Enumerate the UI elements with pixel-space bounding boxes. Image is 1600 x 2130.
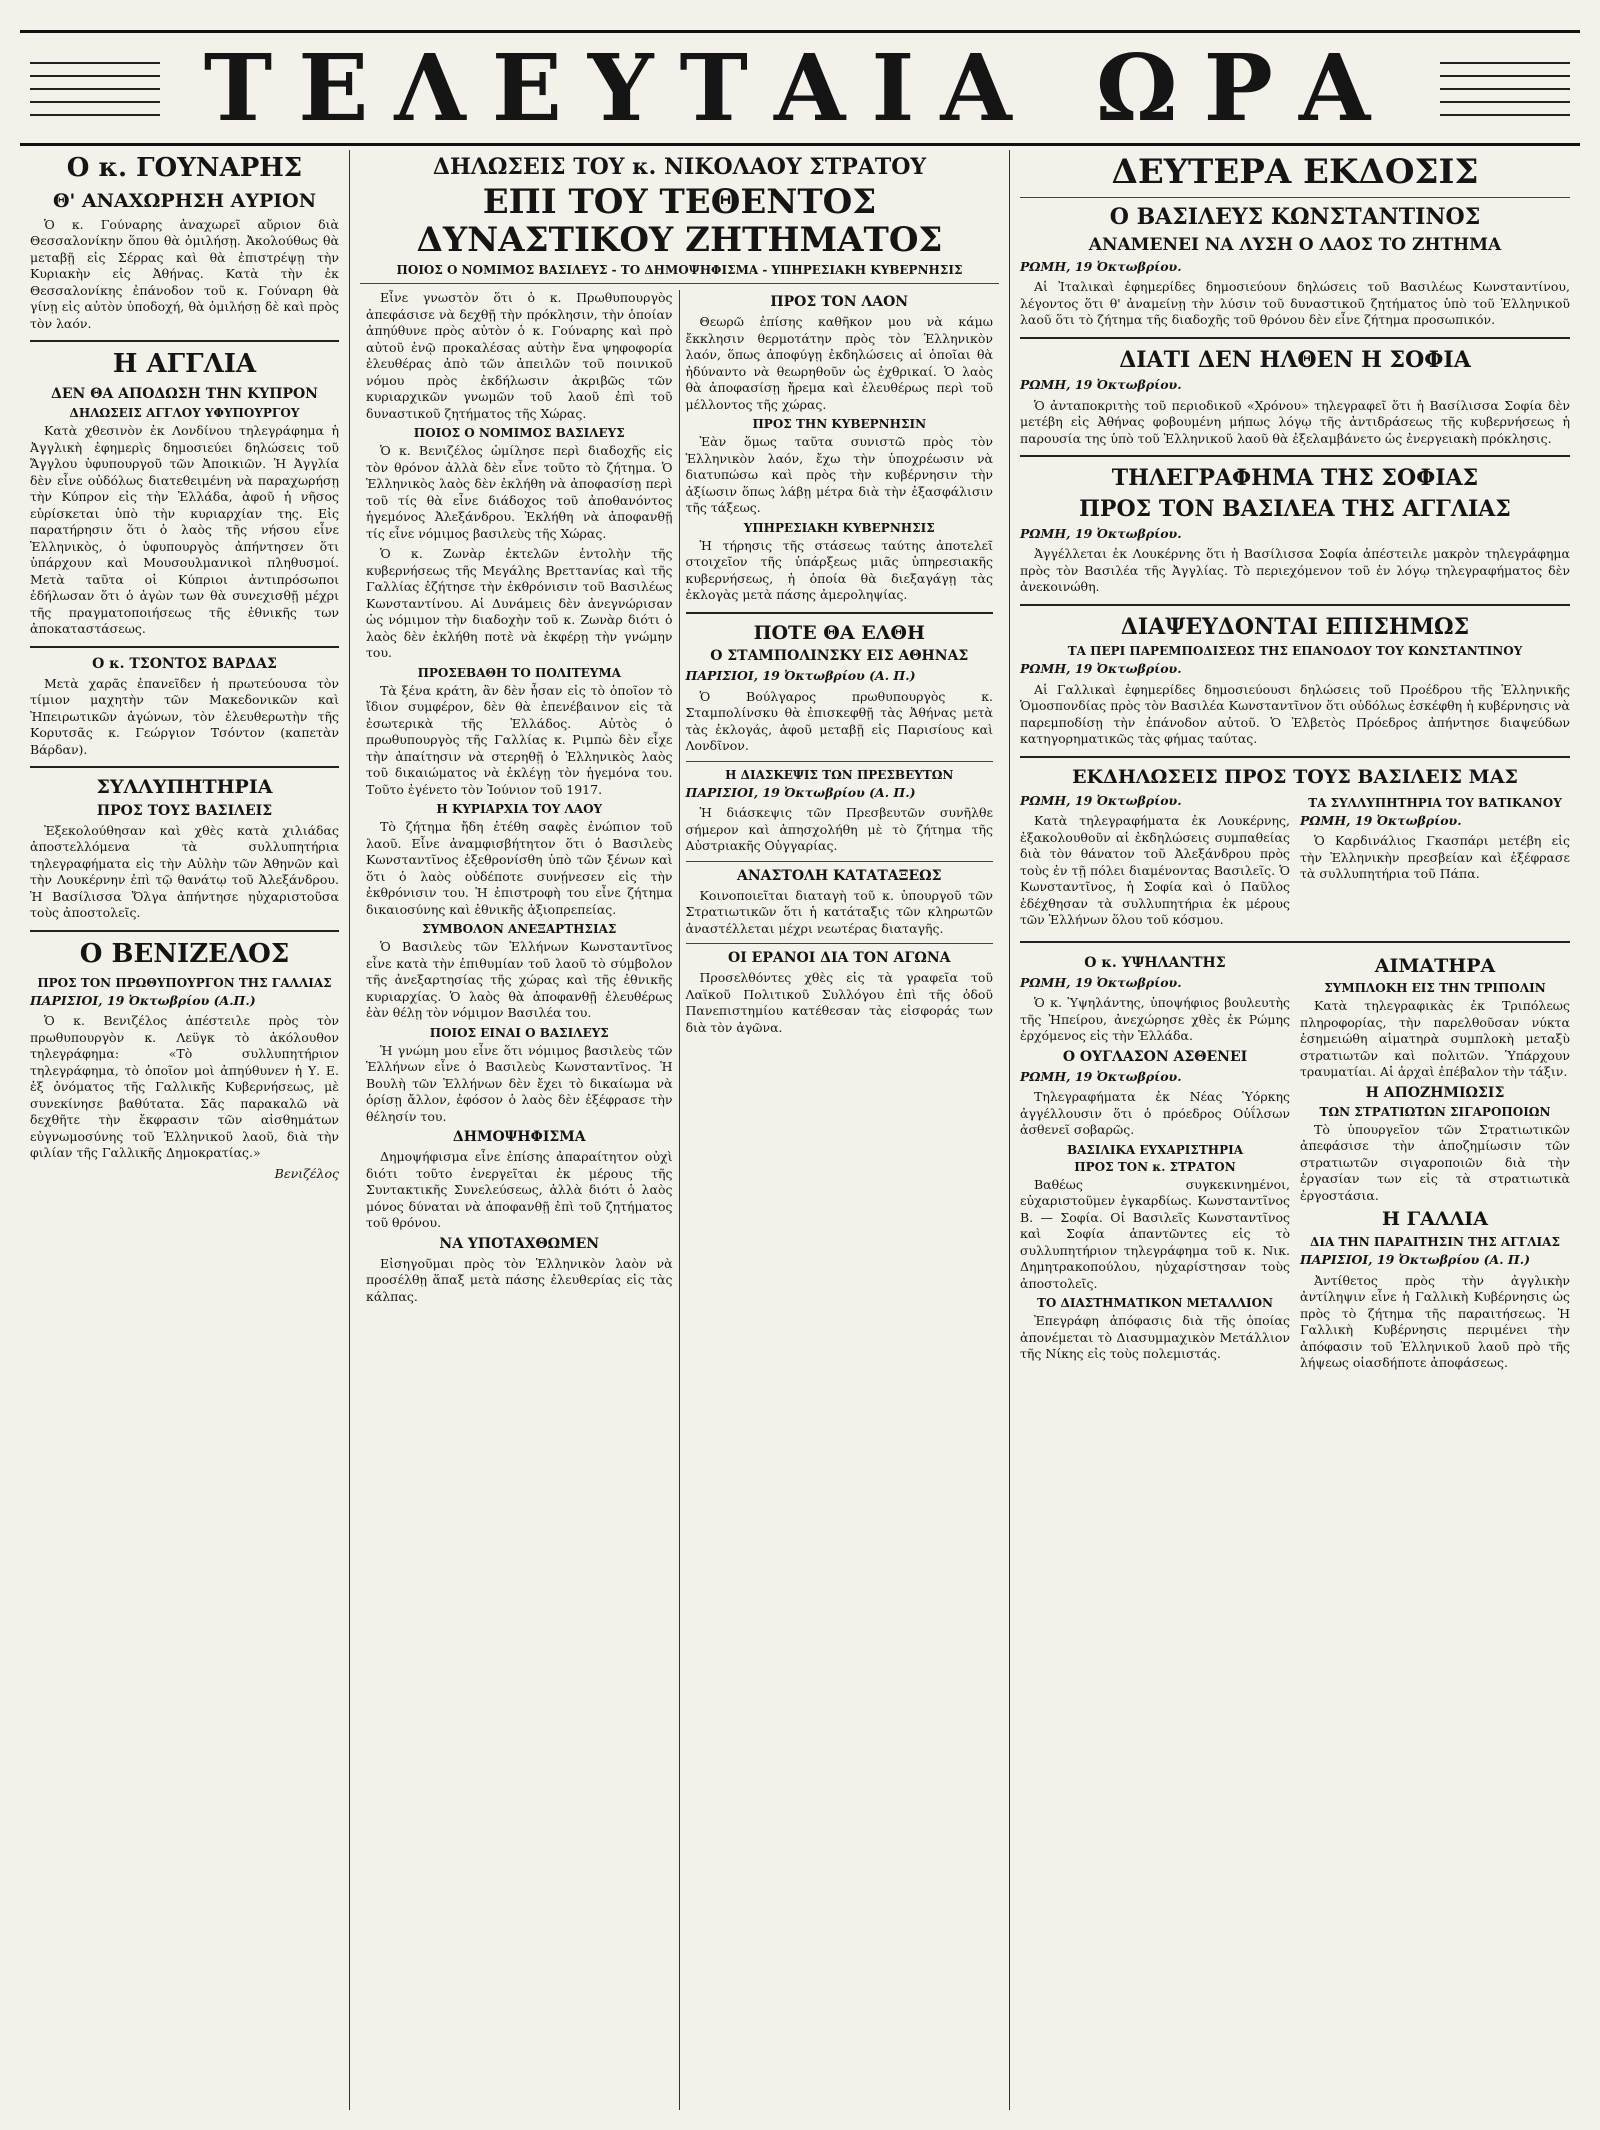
article-text: Ἐὰν ὅμως ταῦτα συνιστῶ πρὸς τὸν Ἑλληνικὸν λαόν, ἔχω τὴν ὑποχρέωσιν νὰ διατυπώσω καὶ πρὸς τὴν κυβέρνησιν τὴν ἀξίωσιν ὅπως λάβῃ μέτρα διὰ τὴν ἐξασφάλισιν τῆς τάξεως. [685,434,993,516]
divider [1020,756,1570,758]
divider [1020,455,1570,457]
article-text: Ἡ διάσκεψις τῶν Πρεσβευτῶν συνῆλθε σήμερον καὶ ἀπησχολήθη μὲ τὸ ζήτημα τῆς Αὐστριακῆς Οὑγγαρίας. [685,805,993,854]
article-text: Τὸ ὑπουργεῖον τῶν Στρατιωτικῶν ἀπεφάσισε τὴν ἀποζημίωσιν τῶν στρατιωτῶν σιγαροποιῶν διὰ τὴν ἐργασίαν των εἰς τὰ στρατιωτικὰ ἐργοστάσια. [1300,1121,1570,1203]
divider [30,646,339,648]
headline: Η ΓΑΛΛΙΑ [1382,1208,1488,1231]
subheadline: ΑΝΑΜΕΝΕΙ ΝΑ ΛΥΣΗ Ο ΛΑΟΣ ΤΟ ΖΗΤΗΜΑ [1088,234,1502,255]
kicker: ΔΗΛΩΣΕΙΣ ΤΟΥ κ. ΝΙΚΟΛΑΟΥ ΣΤΡΑΤΟΥ [432,154,927,180]
article-text: Ὁ Καρδινάλιος Γκασπάρι μετέβη εἰς τὴν Ἑλληνικὴν πρεσβείαν καὶ ἐξέφρασε τὰ συλλυπητήρια τοῦ Πάπα. [1300,833,1570,882]
column-left [20,150,350,2110]
article-text: Ἡ γνώμη μου εἶνε ὅτι νόμιμος βασιλεὺς τῶν Ἑλλήνων εἶνε ὁ Βασιλεὺς Κωνσταντῖνος. Ἡ Βουλὴ τῶν Ἑλλήνων δὲν ἔχει τὸ δικαίωμα νὰ ὁρίσῃ ἄλλον, ἐφόσον ὁ λαὸς δὲν ἐξέφρασε τὴν θέλησίν του. [366,1042,673,1124]
headline: ΤΗΛΕΓΡΑΦΗΜΑ ΤΗΣ ΣΟΦΙΑΣ [1111,465,1479,492]
headline: ΑΝΑΣΤΟΛΗ ΚΑΤΑΤΑΞΕΩΣ [737,867,942,884]
subheadline: ΣΥΜΠΛΟΚΗ ΕΙΣ ΤΗΝ ΤΡΙΠΟΛΙΝ [1324,981,1546,996]
section-heading: ΥΠΗΡΕΣΙΑΚΗ ΚΥΒΕΡΝΗΣΙΣ [743,520,935,535]
subheadline: Θ' ΑΝΑΧΩΡΗΣΗ ΑΥΡΙΟΝ [52,189,317,212]
article-text: Μετὰ χαρᾶς ἐπανεῖδεν ἡ πρωτεύουσα τὸν τίμιον μαχητὴν τῶν Μακεδονικῶν καὶ Ἠπειρωτικῶν ἀγώνων, τὸν ἐλευθερωτὴν τῆς Κορυτσᾶς κ. Γεώργιον Τσόντον (καπετὰν Βάρδαν). [30,675,339,757]
subcolumn [1020,951,1290,1376]
subheadline: ΤΑ ΠΕΡΙ ΠΑΡΕΜΠΟΔΙΣΕΩΣ ΤΗΣ ΕΠΑΝΟΔΟΥ ΤΟΥ ΚΩΝΣΤΑΝΤΙΝΟΥ [1067,644,1523,659]
article-text: Ἐπεγράφη ἀπόφασις διὰ τῆς ὁποίας ἀπονέμεται τὸ Διασυμμαχικὸν Μετάλλιον τῆς Νίκης εἰς τοὺς πολεμιστάς. [1020,1313,1290,1362]
article-text: Ἐξεκολούθησαν καὶ χθὲς κατὰ χιλιάδας ἀποστελλόμενα τὰ συλλυπητήρια τηλεγραφήματα εἰς τὴν Αὐλὴν τῶν Ἀθηνῶν καὶ τὴν Λουκέρνην ἐπὶ τῷ θανάτῳ τοῦ Ἀλεξάνδρου. Ἡ Βασίλισσα Ὄλγα ἀπήντησε ηὐχαριστοῦσα τοὺς ἀποστολεῖς. [30,822,339,921]
divider [30,930,339,932]
subheadline: ΠΡΟΣ ΤΟΥΣ ΒΑΣΙΛΕΙΣ [96,802,273,819]
article-text: Αἱ Ἰταλικαὶ ἐφημερίδες δημοσιεύουν δηλώσεις τοῦ Βασιλέως Κωνσταντίνου, λέγοντος ὅτι θ' ἀναμείνῃ τὴν λύσιν τοῦ δυναστικοῦ ζητήματος ὑπὸ τοῦ Ἑλληνικοῦ λαοῦ ὅτι τὸ ζήτημα τῆς διαδοχῆς τοῦ θρόνου δὲν εἶνε ζήτημα προσωπικόν. [1020,279,1570,328]
article-text: Κοινοποιεῖται διαταγὴ τοῦ κ. ὑπουργοῦ τῶν Στρατιωτικῶν ὅτι ἡ κατάταξις τῶν κληρωτῶν ἀναστέλλεται μέχρι νεωτέρας διαταγῆς. [685,887,993,936]
article-text: Ὁ ἀνταποκριτὴς τοῦ περιοδικοῦ «Χρόνου» τηλεγραφεῖ ὅτι ἡ Βασίλισσα Σοφία δὲν μετέβη εἰς Ἀθήνας φοβουμένη μήπως λόγῳ τῆς ἀντιδράσεως τῆς κυβερνήσεως ἡ παρουσία της ὑπὸ τοῦ Ἑλληνικοῦ λαοῦ θὰ ἐξελαμβάνετο ὡς ἐνεργειακὴ πρόκλησις. [1020,397,1570,446]
article-text: Ὁ Βασιλεὺς τῶν Ἑλλήνων Κωνσταντῖνος εἶνε κατὰ τὴν ἐπιθυμίαν τοῦ λαοῦ τὸ σύμβολον τῆς ἀνεξαρτησίας τῆς χώρας καὶ τῆς ἐθνικῆς κυριαρχίας. Ὁ λαὸς θὰ ἀποφανθῇ ἐλευθέρως ἐὰν θέλῃ τὸν νόμιμον Βασιλέα του. [366,939,673,1021]
section-heading: ΝΑ ΥΠΟΤΑΧΘΩΜΕΝ [439,1235,600,1252]
subheadline: ΠΡΟΣ ΤΟΝ ΒΑΣΙΛΕΑ ΤΗΣ ΑΓΓΛΙΑΣ [1079,495,1511,522]
headline: ΟΙ ΕΡΑΝΟΙ ΔΙΑ ΤΟΝ ΑΓΩΝΑ [728,950,951,967]
two-column-body [1020,793,1570,933]
subcolumn [1300,951,1570,1376]
subheadline: ΤΩΝ ΣΤΡΑΤΙΩΤΩΝ ΣΙΓΑΡΟΠΟΙΩΝ [1319,1104,1551,1119]
columns [20,150,1580,2110]
headline: ΔΙΑΤΙ ΔΕΝ ΗΛΘΕΝ Η ΣΟΦΙΑ [1119,346,1471,373]
section-heading: ΣΥΜΒΟΛΟΝ ΑΝΕΞΑΡΤΗΣΙΑΣ [422,922,617,937]
headline: ΒΑΣΙΛΙΚΑ ΕΥΧΑΡΙΣΤΗΡΙΑ [1066,1142,1244,1157]
subheadline: ΠΡΟΣ ΤΟΝ ΠΡΩΘΥΠΟΥΡΓΟΝ ΤΗΣ ΓΑΛΛΙΑΣ [37,975,332,990]
article-text: Θεωρῶ ἐπίσης καθῆκον μου νὰ κάμω ἔκκλησιν θερμοτάτην πρὸς τὸν Ἑλληνικὸν λαόν, ὅπως ἀποφύγῃ ἐκδηλώσεις αἱ ὁποῖαι θὰ ἠδύναντο νὰ θεωρηθοῦν ὡς ἐχθρικαί. Ὁ λαὸς θὰ ἀποφασίσῃ ἤρεμα καὶ ἐλευθέρως περὶ τοῦ μέλλοντος τῆς χώρας. [685,314,993,412]
article-text: Τηλεγραφήματα ἐκ Νέας Ὑόρκης ἀγγέλλουσιν ὅτι ὁ πρόεδρος Οὐΐλσων ἀσθενεῖ σοβαρῶς. [1020,1089,1290,1138]
article-text: Ὁ κ. Ζωνὰρ ἐκτελῶν ἐντολὴν τῆς κυβερνήσεως τῆς Μεγάλης Βρεττανίας καὶ τῆς Γαλλίας ἐζήτησε τὴν ἐκθρόνισιν τοῦ Βασιλέως Κωνσταντίνου. Αἱ Δυνάμεις δὲν ἀνεγνώρισαν ὡς νόμιμον τὴν διαδοχὴν τοῦ κ. Ζωνὰρ διότι ὁ λαὸς δὲν ἐκλήθη ποτὲ νὰ ἐκφέρῃ τὴν γνώμην του. [366,546,673,661]
subheadline: ΠΟΙΟΣ Ο ΝΟΜΙΜΟΣ ΒΑΣΙΛΕΥΣ - ΤΟ ΔΗΜΟΨΗΦΙΣΜΑ - ΥΠΗΡΕΣΙΑΚΗ ΚΥΒΕΡΝΗΣΙΣ [396,263,963,278]
middle-subcolumn-a [360,290,680,2110]
dateline: ΡΩΜΗ, 19 Ὀκτωβρίου. [1020,525,1182,541]
headline: Η ΑΠΟΖΗΜΙΩΣΙΣ [1365,1084,1505,1101]
article-text: Κατὰ τηλεγραφικὰς ἐκ Τριπόλεως πληροφορίας, τὴν παρελθοῦσαν νύκτα ἐσημειώθη αἱματηρὰ συμπλοκὴ μεταξὺ στρατιωτῶν καὶ πολιτῶν. Ὑπάρχουν τραυματίαι. Αἱ ἀρχαὶ ἐπέβαλον τὴν τάξιν. [1300,998,1570,1080]
article-text: Ἀντίθετος πρὸς τὴν ἀγγλικὴν ἀντίληψιν εἶνε ἡ Γαλλικὴ Κυβέρνησις ὡς πρὸς τὸ ζήτημα τῆς παραιτήσεως. Ἡ Γαλλικὴ Κυβέρνησις περιμένει τὴν ἀπόφασιν τοῦ Ἑλληνικοῦ λαοῦ πρὸ τῆς λήψεως οἱασδήποτε ἀποφάσεως. [1300,1272,1570,1371]
headline: ΕΚΔΗΛΩΣΕΙΣ ΠΡΟΣ ΤΟΥΣ ΒΑΣΙΛΕΙΣ ΜΑΣ [1072,765,1518,788]
article-sofia [1020,347,1570,447]
article-konstantinos [1020,204,1570,328]
middle-subcolumns [360,290,999,2110]
article-text: Δημοψήφισμα εἶνε ἐπίσης ἀπαραίτητον οὐχὶ διότι τοῦτο ἐνεργεῖται ἐκ μέρους τῆς Συντακτικῆς Συνελεύσεως, ἀλλὰ διότι ὁ λαὸς μόνος δύναται νὰ ἀποφανθῇ ἐπὶ τοῦ ζητήματος τοῦ θρόνου. [366,1149,673,1231]
dateline: ΡΩΜΗ, 19 Ὀκτωβρίου. [1300,812,1462,828]
headline: Ο κ. ΥΨΗΛΑΝΤΗΣ [1084,954,1226,971]
article-text: Τὸ ζήτημα ἤδη ἐτέθη σαφὲς ἐνώπιον τοῦ λαοῦ. Εἶνε ἀναμφισβήτητον ὅτι ὁ Βασιλεὺς Κωνσταντῖνος ἐξεθρονίσθη ὑπὸ τῶν ξένων καὶ ὅτι ὁ λαὸς οὐδέποτε συνῄνεσεν εἰς τὴν ἐκθρόνισιν του. Ἡ ἐπιστροφὴ του εἶνε ζήτημα δικαιοσύνης καὶ ἐθνικῆς ἀξιοπρεπείας. [366,819,673,917]
article-text: Βαθέως συγκεκινημένοι, εὐχαριστοῦμεν ἐγκαρδίως. Κωνσταντῖνος Β. — Σοφία. Οἱ Βασιλεῖς Κωνσταντῖνος καὶ Σοφία ἀπαντῶντες εἰς τὸ συλλυπητήριον τηλεγράφημα τοῦ κ. Νικ. Δημητρακοπούλου, ηὐχαρίστησαν τοὺς ἀποστολεῖς. [1020,1176,1290,1291]
divider [360,283,999,284]
dateline: ΡΩΜΗ, 19 Ὀκτωβρίου. [1020,974,1182,990]
article-tsontos [30,656,339,759]
section-heading: Η ΚΥΡΙΑΡΧΙΑ ΤΟΥ ΛΑΟΥ [436,802,603,817]
section-heading: ΠΟΙΟΣ ΕΙΝΑΙ Ο ΒΑΣΙΛΕΥΣ [429,1025,609,1040]
dateline: ΡΩΜΗ, 19 Ὀκτωβρίου. [1020,661,1182,677]
article-tilegrafima [1020,465,1570,596]
divider [686,761,993,762]
section-heading: ΠΟΙΟΣ Ο ΝΟΜΙΜΟΣ ΒΑΣΙΛΕΥΣ [413,426,625,441]
divider [30,340,339,342]
dateline: ΡΩΜΗ, 19 Ὀκτωβρίου. [1020,258,1182,274]
section-heading: ΠΡΟΣ ΤΟΝ ΛΑΟΝ [770,294,909,311]
article-ekdiloseis [1020,766,1570,933]
subheadline: ΔΙΑ ΤΗΝ ΠΑΡΑΙΤΗΣΙΝ ΤΗΣ ΑΓΓΛΙΑΣ [1310,1235,1560,1250]
section-heading: ΠΡΟΣ ΤΗΝ ΚΥΒΕΡΝΗΣΙΝ [752,417,927,432]
section-heading: ΔΗΜΟΨΗΦΙΣΜΑ [452,1129,586,1146]
article-text: Ὁ Βούλγαρος πρωθυπουργὸς κ. Σταμπολίνσκυ θὰ ἐπισκεφθῇ τὰς Ἀθήνας μετὰ τὰς ἐκλογάς, ἀφοῦ μεταβῇ εἰς Παρισίους καὶ Λονδῖνον. [685,688,993,754]
article-text: Ἀγγέλλεται ἐκ Λουκέρνης ὅτι ἡ Βασίλισσα Σοφία ἀπέστειλε μακρὸν τηλεγράφημα πρὸς τὸν Βασιλέα τῆς Ἀγγλίας. Τὸ περιεχόμενον τοῦ ἐν λόγῳ τηλεγραφήματος δὲν ἀνεκοινώθη. [1020,546,1570,595]
article-gounaris [30,154,339,332]
dateline: ΡΩΜΗ, 19 Ὀκτωβρίου. [1020,1068,1182,1084]
dateline: ΠΑΡΙΣΙΟΙ, 19 Ὀκτωβρίου (Α. Π.) [1300,1252,1530,1268]
headline: Η ΑΓΓΛΙΑ [112,349,257,380]
dateline: ΡΩΜΗ, 19 Ὀκτωβρίου. [1020,377,1182,393]
masthead [20,30,1580,146]
headline: ΔΕΥΤΕΡΑ ΕΚΔΟΣΙΣ [1111,152,1479,192]
article-syllypitiria [30,776,339,922]
divider [1020,337,1570,339]
divider [1020,604,1570,606]
article-text: Προσελθόντες χθὲς εἰς τὰ γραφεῖα τοῦ Λαϊκοῦ Πολιτικοῦ Συλλόγου ἐπὶ τῆς ὁδοῦ Πανεπιστημίου κατέθεσαν τὰς εἰσφοράς των διὰ τὸν ἀγῶνα. [685,970,993,1035]
divider [686,861,993,862]
column-middle [350,150,1010,2110]
dateline: ΠΑΡΙΣΙΟΙ, 19 Ὀκτωβρίου (Α.Π.) [30,992,256,1008]
article-venizelos [30,940,339,1182]
newspaper-title: ΤΕΛΕΥΤΑΙΑ ΩΡΑ [203,34,1397,142]
music-staff-ornament [1440,51,1570,121]
divider [1020,941,1570,943]
section-heading: ΠΡΟΣΕΒΑΘΗ ΤΟ ΠΟΛΙΤΕΥΜΑ [417,665,621,680]
article-text: Ὁ κ. Βενιζέλος ὡμίλησε περὶ διαδοχῆς εἰς τὸν θρόνον ἀλλὰ δὲν εἶνε τοῦτο τὸ ζήτημα. Ὁ Ἑλληνικὸς λαὸς δὲν ἐκλήθη νὰ ἀποφασίσῃ περὶ τοῦ τίς θὰ εἶνε διάδοχος τοῦ ἀποθανόντος ἡγεμόνος Ἀλεξάνδρου. Ἐκλήθη νὰ ἀποφανθῇ τίς εἶνε νόμιμος βασιλεὺς τῆς Χώρας. [366,443,673,541]
divider [30,766,339,768]
article-anglia [30,350,339,637]
divider [686,612,993,614]
subheadline: ΠΡΟΣ ΤΟΝ κ. ΣΤΡΑΤΟΝ [1074,1159,1236,1174]
headline: ΔΙΑΨΕΥΔΟΝΤΑΙ ΕΠΙΣΗΜΩΣ [1120,613,1470,640]
signature: Βενιζέλος [274,1165,339,1181]
article-text: Τὰ ξένα κράτη, ἂν δὲν ἦσαν εἰς τὸ ὁποῖον τὸ ἴδιον συμφέρον, δὲν θὰ ἐπενέβαινον εἰς τὰ ἐσωτερικὰ τῆς Ἑλλάδος. Αὐτὸς ὁ πρωθυπουργὸς τῆς Γαλλίας κ. Ριμπὼ δὲν εἶχε τὴν ἀπαίτησιν νὰ στερηθῇ ὁ Ἑλληνικὸς λαὸς τοῦ δικαιώματος νὰ ἐκλέγῃ τὸν ἡγεμόνα του. Τοῦτο ἐγένετο τὸν Ἰούνιον τοῦ 1917. [366,682,673,797]
dateline: ΠΑΡΙΣΙΟΙ, 19 Ὀκτωβρίου (Α. Π.) [685,668,916,684]
headline: ΣΥΛΛΥΠΗΤΗΡΙΑ [96,776,273,799]
subheadline: ΔΕΝ ΘΑ ΑΠΟΔΩΣΗ ΤΗΝ ΚΥΠΡΟΝ [51,386,318,403]
section-heading: ΤΑ ΣΥΛΛΥΠΗΤΗΡΙΑ ΤΟΥ ΒΑΤΙΚΑΝΟΥ [1308,795,1562,810]
article-text: Ὁ κ. Ὑψηλάντης, ὑποψήφιος βουλευτὴς τῆς Ἠπείρου, ἀνεχώρησε χθὲς ἐκ Ρώμης ἐρχόμενος εἰς τὴν Ἑλλάδα. [1020,995,1290,1044]
kicker: ΔΗΛΩΣΕΙΣ ΑΓΓΛΟΥ ΥΦΥΠΟΥΡΓΟΥ [69,406,300,421]
article-diapsevdontai [1020,614,1570,748]
column-right [1010,150,1580,2110]
dateline: ΠΑΡΙΣΙΟΙ, 19 Ὀκτωβρίου (Α. Π.) [685,784,916,800]
dateline: ΡΩΜΗ, 19 Ὀκτωβρίου. [1020,792,1182,808]
headline: Ο κ. ΤΣΟΝΤΟΣ ΒΑΡΔΑΣ [92,655,277,672]
article-text: Κατὰ χθεσινὸν ἐκ Λονδίνου τηλεγράφημα ἡ Ἀγγλικὴ ἐφημερὶς δημοσιεύει δηλώσεις τοῦ Ἄγγλου ὑφυπουργοῦ τῶν Ἀποικιῶν. Ἡ Ἀγγλία δὲν εἶνε οὐδόλως διατεθειμένη νὰ παραχωρήσῃ τὴν Κύπρον εἰς τὴν Ἑλλάδα, ἀφοῦ ἡ νῆσος εὑρίσκεται ὑπὸ τὴν κυριαρχίαν της. Εἰς παρατήρησιν ὅτι ὁ λαὸς τῆς νήσου εἶνε Ἑλληνικὸς, ὁ ὑφυπουργὸς ἀπήντησεν ὅτι ὑπάρχουν καὶ Μουσουλμανικοὶ πληθυσμοί. Μετὰ ταῦτα οἱ Κύπριοι ἀντιπρόσωποι ἐδήλωσαν ὅτι ὁ ἀγὼν των θὰ συνεχισθῇ μέχρι τῆς πραγματοποιήσεως τῆς ἐθνικῆς των ἀποκαταστάσεως. [30,423,339,637]
article-text: Ἡ τήρησις τῆς στάσεως ταύτης ἀποτελεῖ στοιχεῖον τῆς ὑπάρξεως μιᾶς ὑπηρεσιακῆς κυβερνήσεως, ἡ ὁποία θὰ διεξαγάγῃ τὰς ἐκλογὰς μετὰ πάσης ἀμεροληψίας. [685,537,993,603]
headline: Ο ΟΥΓΛΑΣΟΝ ΑΣΘΕΝΕΙ [1062,1048,1248,1065]
headline: Ο ΒΕΝΙΖΕΛΟΣ [79,938,290,969]
two-column-body [1020,951,1570,1376]
music-staff-ornament [30,51,160,121]
headline: Ο κ. ΓΟΥΝΑΡΗΣ [66,153,303,183]
headline: ΠΟΤΕ ΘΑ ΕΛΘΗ [753,621,925,644]
headline: ΤΟ ΔΙΑΣΤΗΜΑΤΙΚΟΝ ΜΕΤΑΛΛΙΟΝ [1036,1296,1274,1311]
middle-subcolumn-b [680,290,999,2110]
divider [686,943,993,944]
article-text: Εἶνε γνωστὸν ὅτι ὁ κ. Πρωθυπουργὸς ἀπεφάσισε νὰ δεχθῇ τὴν πρόκλησιν, τὴν ὁποίαν ἀπηύθυνε πρὸς αὐτὸν ὁ κ. Γούναρης καὶ πρὸ αὐτοῦ ἐνῷ προκαλέσας αὐτὴν ἔνα ψηφοφορία ἐλευθέρας ἀπὸ τῶν ἀπειλῶν τοῦ ποινικοῦ νόμου πρὸς ἐκδήλωσιν ἀκριβῶς τῶν κυριαρχικῶν γνωμῶν τοῦ λαοῦ ἐπὶ τοῦ δυναστικοῦ ζητήματος τῆς Χώρας. [366,290,673,421]
article-text: Αἱ Γαλλικαὶ ἐφημερίδες δημοσιεύουσι δηλώσεις τοῦ Προέδρου τῆς Ἑλληνικῆς Ὁμοσπονδίας πρὸς τὸν Βασιλέα Κωνσταντῖνον ὅτι οὐδόλως ἐσκέφθη ἡ κυβέρνησις νὰ παρεμποδίσῃ τὴν ἐπάνοδον αὐτοῦ. Ὁ Ἐλβετὸς Πρόεδρος ἀπήντησε διαψεύδων κατηγορηματικῶς τὰς φήμας ταύτας. [1020,681,1570,747]
lead-headline-block [360,150,999,290]
subcolumn [1020,793,1290,933]
headline: ΕΠΙ ΤΟΥ ΤΕΘΕΝΤΟΣ ΔΥΝΑΣΤΙΚΟΥ ΖΗΤΗΜΑΤΟΣ [416,182,943,260]
subcolumn [1300,793,1570,933]
subheadline: Ο ΣΤΑΜΠΟΛΙΝΣΚΥ ΕΙΣ ΑΘΗΝΑΣ [710,648,969,665]
article-text: Κατὰ τηλεγραφήματα ἐκ Λουκέρνης, ἐξακολουθοῦν αἱ ἐκδηλώσεις συμπαθείας διὰ τὸν θάνατον τοῦ Ἀλεξάνδρου πρὸς τοὺς ἐν τῇ πόλει διαμένοντας Βασιλεῖς. Ὁ Κωνσταντῖνος, ἡ Σοφία καὶ ὁ Παῦλος ἐδέχθησαν τὰ συλλυπητήρια ἐκ μέρους τῶν Ἑλλήνων ὅλου τοῦ κόσμου. [1020,813,1290,928]
headline: Ο ΒΑΣΙΛΕΥΣ ΚΩΝΣΤΑΝΤΙΝΟΣ [1109,204,1481,231]
divider [1020,197,1570,198]
article-text: Ὁ κ. Γούναρης ἀναχωρεῖ αὔριον διὰ Θεσσαλονίκην ὅπου θὰ ὁμιλήσῃ. Ἀκολούθως θὰ μεταβῇ εἰς Σέρρας καὶ θὰ ἐπιστρέψῃ τὴν Κυριακὴν εἰς Ἀθήνας. Κατὰ τὴν ἐκ Θεσσαλονίκης ἐπάνοδον τοῦ κ. Γούναρη θὰ γίνῃ εἰς αὐτὸν ὑποδοχή, θὰ ὁμιλήσῃ δὲ καὶ πρὸς τὸν λαόν. [30,216,339,331]
headline: Η ΔΙΑΣΚΕΨΙΣ ΤΩΝ ΠΡΕΣΒΕΥΤΩΝ [725,767,954,782]
article-text: Ὁ κ. Βενιζέλος ἀπέστειλε πρὸς τὸν πρωθυπουργὸν κ. Λεϋγκ τὸ ἀκόλουθον τηλεγράφημα: «Τὸ συλλυπητήριον τηλεγράφημα, τὸ ὁποῖον μοὶ ἀπηύθυνεν ἡ Υ. Ε. ἐξ ὀνόματος τῆς Γαλλικῆς Κυβερνήσεως, μὲ συνεκίνησε βαθύτατα. Σᾶς παρακαλῶ νὰ δεχθῆτε τὴν ἔκφρασιν τῶν αἰσθημάτων εὐγνωμοσύνης τοῦ Ἑλληνικοῦ λαοῦ, διὰ τὴν φιλίαν τῆς Γαλλικῆς Δημοκρατίας.» [30,1013,339,1161]
headline: ΑΙΜΑΤΗΡΑ [1374,954,1496,977]
article-text: Εἰσηγοῦμαι πρὸς τὸν Ἑλληνικὸν λαὸν νὰ προσέλθῃ ἅπαξ μετὰ πάσης ἐλευθερίας εἰς τὰς κάλπας. [366,1255,673,1304]
